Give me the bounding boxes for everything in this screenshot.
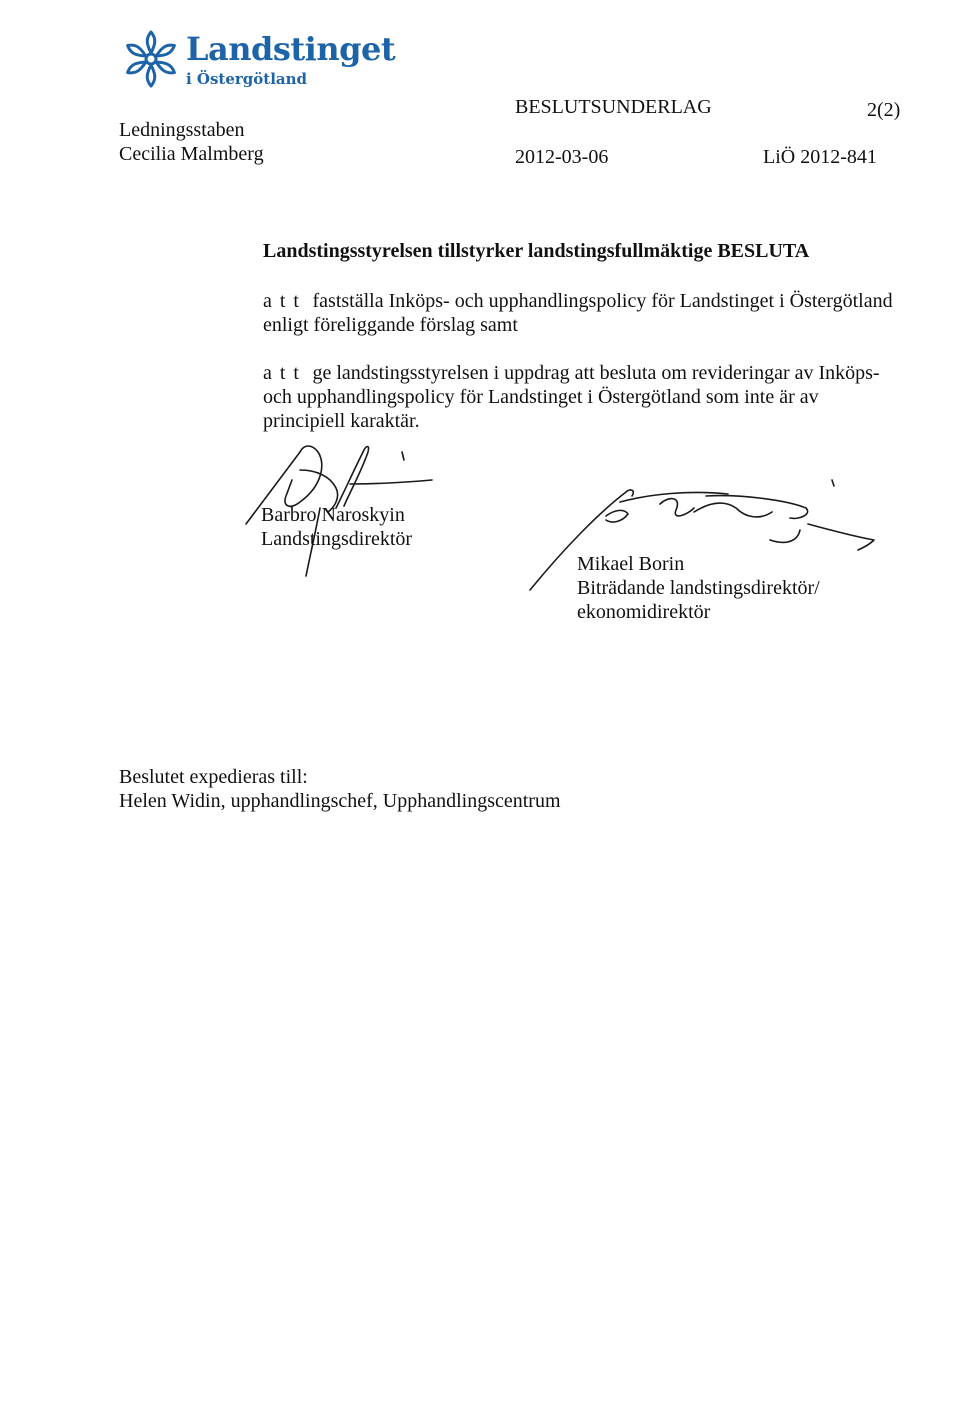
signatory-name: Mikael Borin — [577, 553, 685, 575]
decision-line: principiell karaktär. — [263, 410, 420, 432]
snowflake-emblem-icon — [121, 29, 181, 89]
att-prefix: a t t — [263, 362, 301, 384]
decision-text: ge landstingsstyrelsen i uppdrag att besluta om revideringar av Inköps- — [312, 362, 880, 384]
signature-stroke — [606, 510, 628, 522]
distribution-recipients: Helen Widin, upphandlingschef, Upphandlingscentrum — [119, 790, 561, 812]
logo-name: Landstinget — [186, 30, 396, 68]
document-date: 2012-03-06 — [515, 146, 609, 168]
signature-stroke — [694, 503, 772, 517]
signature-stroke — [336, 447, 369, 509]
distribution-label: Beslutet expedieras till: — [119, 766, 308, 788]
signature-stroke — [620, 492, 728, 502]
reference-number: LiÖ 2012-841 — [763, 146, 877, 168]
signature-stroke — [832, 480, 834, 486]
author: Cecilia Malmberg — [119, 143, 264, 165]
distribution — [119, 765, 561, 813]
department: Ledningsstaben — [119, 119, 245, 141]
decision-item — [263, 361, 880, 433]
decision-line — [263, 361, 880, 385]
page-number: 2(2) — [867, 99, 901, 121]
decision-line: och upphandlingspolicy för Landstinget i Östergötland som inte är av — [263, 386, 819, 408]
signature-stroke — [706, 496, 808, 519]
att-prefix: a t t — [263, 290, 301, 312]
signatory-name: Barbro Naroskyin — [261, 504, 405, 526]
decision-heading: Landstingsstyrelsen tillstyrker landstingsfullmäktige BESLUTA — [263, 240, 810, 262]
signature-stroke — [350, 480, 432, 484]
signatory-title: Biträdande landstingsdirektör/ — [577, 577, 820, 599]
signature-block — [261, 503, 412, 551]
decision-line: enligt föreliggande förslag samt — [263, 314, 518, 336]
signature-stroke — [660, 499, 694, 516]
signature-stroke — [808, 524, 874, 550]
signature-stroke — [402, 452, 404, 460]
decision-item — [263, 289, 893, 337]
signatory-title: Landstingsdirektör — [261, 528, 413, 550]
document-type: BESLUTSUNDERLAG — [515, 96, 712, 118]
decision-line — [263, 289, 893, 313]
signatory-title: ekonomidirektör — [577, 601, 711, 623]
signature-stroke — [770, 530, 800, 542]
signature-block — [577, 552, 820, 624]
decision-text: fastställa Inköps- och upphandlingspolicy för Landstinget i Östergötland — [312, 290, 893, 312]
logo-region: i Östergötland — [186, 70, 308, 88]
